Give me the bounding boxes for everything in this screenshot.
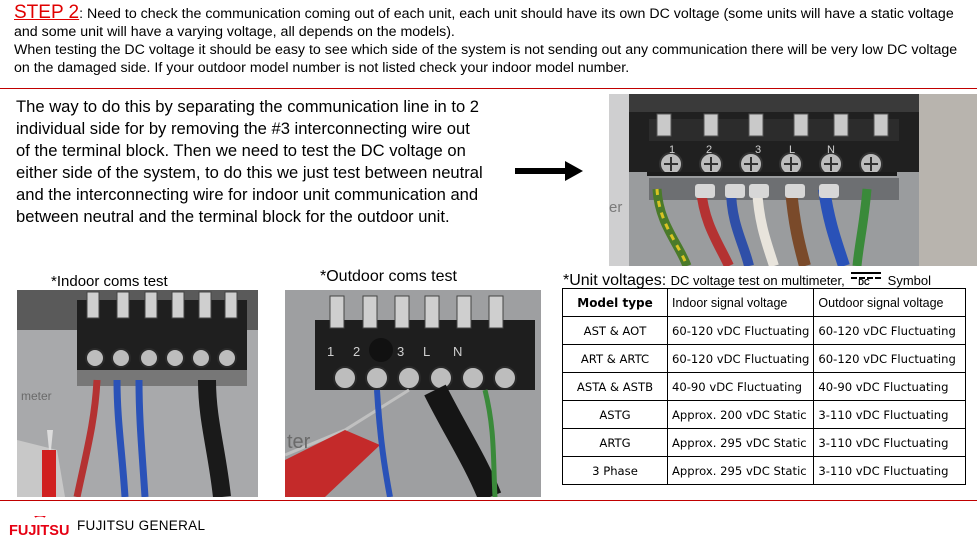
- table-row: [563, 401, 966, 429]
- voltages-title-label: *Unit voltages:: [563, 272, 667, 289]
- table-cell: Approx. 295 vDC Static: [668, 457, 814, 485]
- table-cell: ASTG: [563, 401, 668, 429]
- column-header: Model type: [563, 289, 668, 317]
- column-header: Indoor signal voltage: [668, 289, 814, 317]
- footer-divider: [0, 500, 977, 501]
- terminal-block-photo: [609, 94, 977, 266]
- table-cell: 60-120 vDC Fluctuating: [814, 345, 966, 373]
- meter-text: ter: [287, 431, 311, 453]
- terminal-label: 2: [706, 144, 713, 156]
- header-divider: [0, 88, 977, 89]
- terminal-label: L: [789, 144, 796, 156]
- outdoor-test-photo: [285, 290, 541, 497]
- step-instructions: [14, 4, 969, 77]
- table-cell: 40-90 vDC Fluctuating: [814, 373, 966, 401]
- terminal-label: 1: [669, 144, 676, 156]
- terminal-label: L: [423, 344, 431, 359]
- table-row: [563, 373, 966, 401]
- table-cell: 3-110 vDC Fluctuating: [814, 429, 966, 457]
- table-cell: 40-90 vDC Fluctuating: [668, 373, 814, 401]
- dc-symbol-icon: [849, 269, 883, 287]
- meter-text: er: [609, 199, 623, 216]
- voltages-subtitle: DC voltage test on multimeter,: [670, 273, 845, 288]
- table-cell: Approx. 200 vDC Static: [668, 401, 814, 429]
- terminal-label: 3: [397, 344, 405, 359]
- terminal-label: 3: [755, 144, 762, 156]
- terminal-label: N: [453, 344, 463, 359]
- indoor-test-photo: [17, 290, 258, 497]
- step-label: STEP 2: [14, 2, 80, 23]
- voltages-symbol-label: Symbol: [887, 273, 932, 288]
- indoor-caption: *Indoor coms test: [51, 273, 168, 290]
- company-name: FUJITSU GENERAL: [77, 518, 206, 533]
- table-row: [563, 429, 966, 457]
- terminal-label: N: [827, 144, 835, 156]
- step-text: : Need to check the communication coming out of each unit, each unit should have its own DC voltage (some units will have a static voltage and some unit will have a varying voltage, all depends on the models).: [14, 6, 954, 40]
- table-header-row: [563, 289, 966, 317]
- terminal-label: 2: [353, 344, 361, 359]
- voltages-table: [562, 288, 966, 485]
- table-cell: 60-120 vDC Fluctuating: [668, 345, 814, 373]
- terminal-label: 1: [327, 344, 335, 359]
- outdoor-caption: *Outdoor coms test: [320, 268, 457, 285]
- table-row: [563, 317, 966, 345]
- voltages-title: [563, 269, 931, 290]
- table-cell: 60-120 vDC Fluctuating: [668, 317, 814, 345]
- table-cell: 60-120 vDC Fluctuating: [814, 317, 966, 345]
- table-cell: ARTG: [563, 429, 668, 457]
- table-cell: Approx. 295 vDC Static: [668, 429, 814, 457]
- fujitsu-logo: [9, 516, 71, 538]
- table-cell: 3 Phase: [563, 457, 668, 485]
- table-cell: AST & AOT: [563, 317, 668, 345]
- step-text-2: When testing the DC voltage it should be easy to see which side of the system is not sending out any communication there will be very low DC voltage on the damaged side. If your outdoor model number is not listed check your indoor model number.: [14, 42, 958, 76]
- table-cell: ART & ARTC: [563, 345, 668, 373]
- meter-text: meter: [21, 389, 52, 403]
- column-header: Outdoor signal voltage: [814, 289, 966, 317]
- table-cell: 3-110 vDC Fluctuating: [814, 401, 966, 429]
- table-row: [563, 457, 966, 485]
- table-cell: 3-110 vDC Fluctuating: [814, 457, 966, 485]
- instructions-text: The way to do this by separating the communication line in to 2 individual side for by removing the #3 interconnecting wire out of the terminal block. Then we need to test the DC voltage on either side of the system, to do this we just test between neutral and the interconnecting wire for indoor unit communication and between neutral and the terminal block for the outdoor unit.: [16, 97, 483, 226]
- table-row: [563, 345, 966, 373]
- right-arrow-icon: [515, 161, 583, 181]
- dc-symbol-text: DC: [858, 278, 870, 287]
- logo-text: FUJITSU: [9, 523, 70, 538]
- table-cell: ASTA & ASTB: [563, 373, 668, 401]
